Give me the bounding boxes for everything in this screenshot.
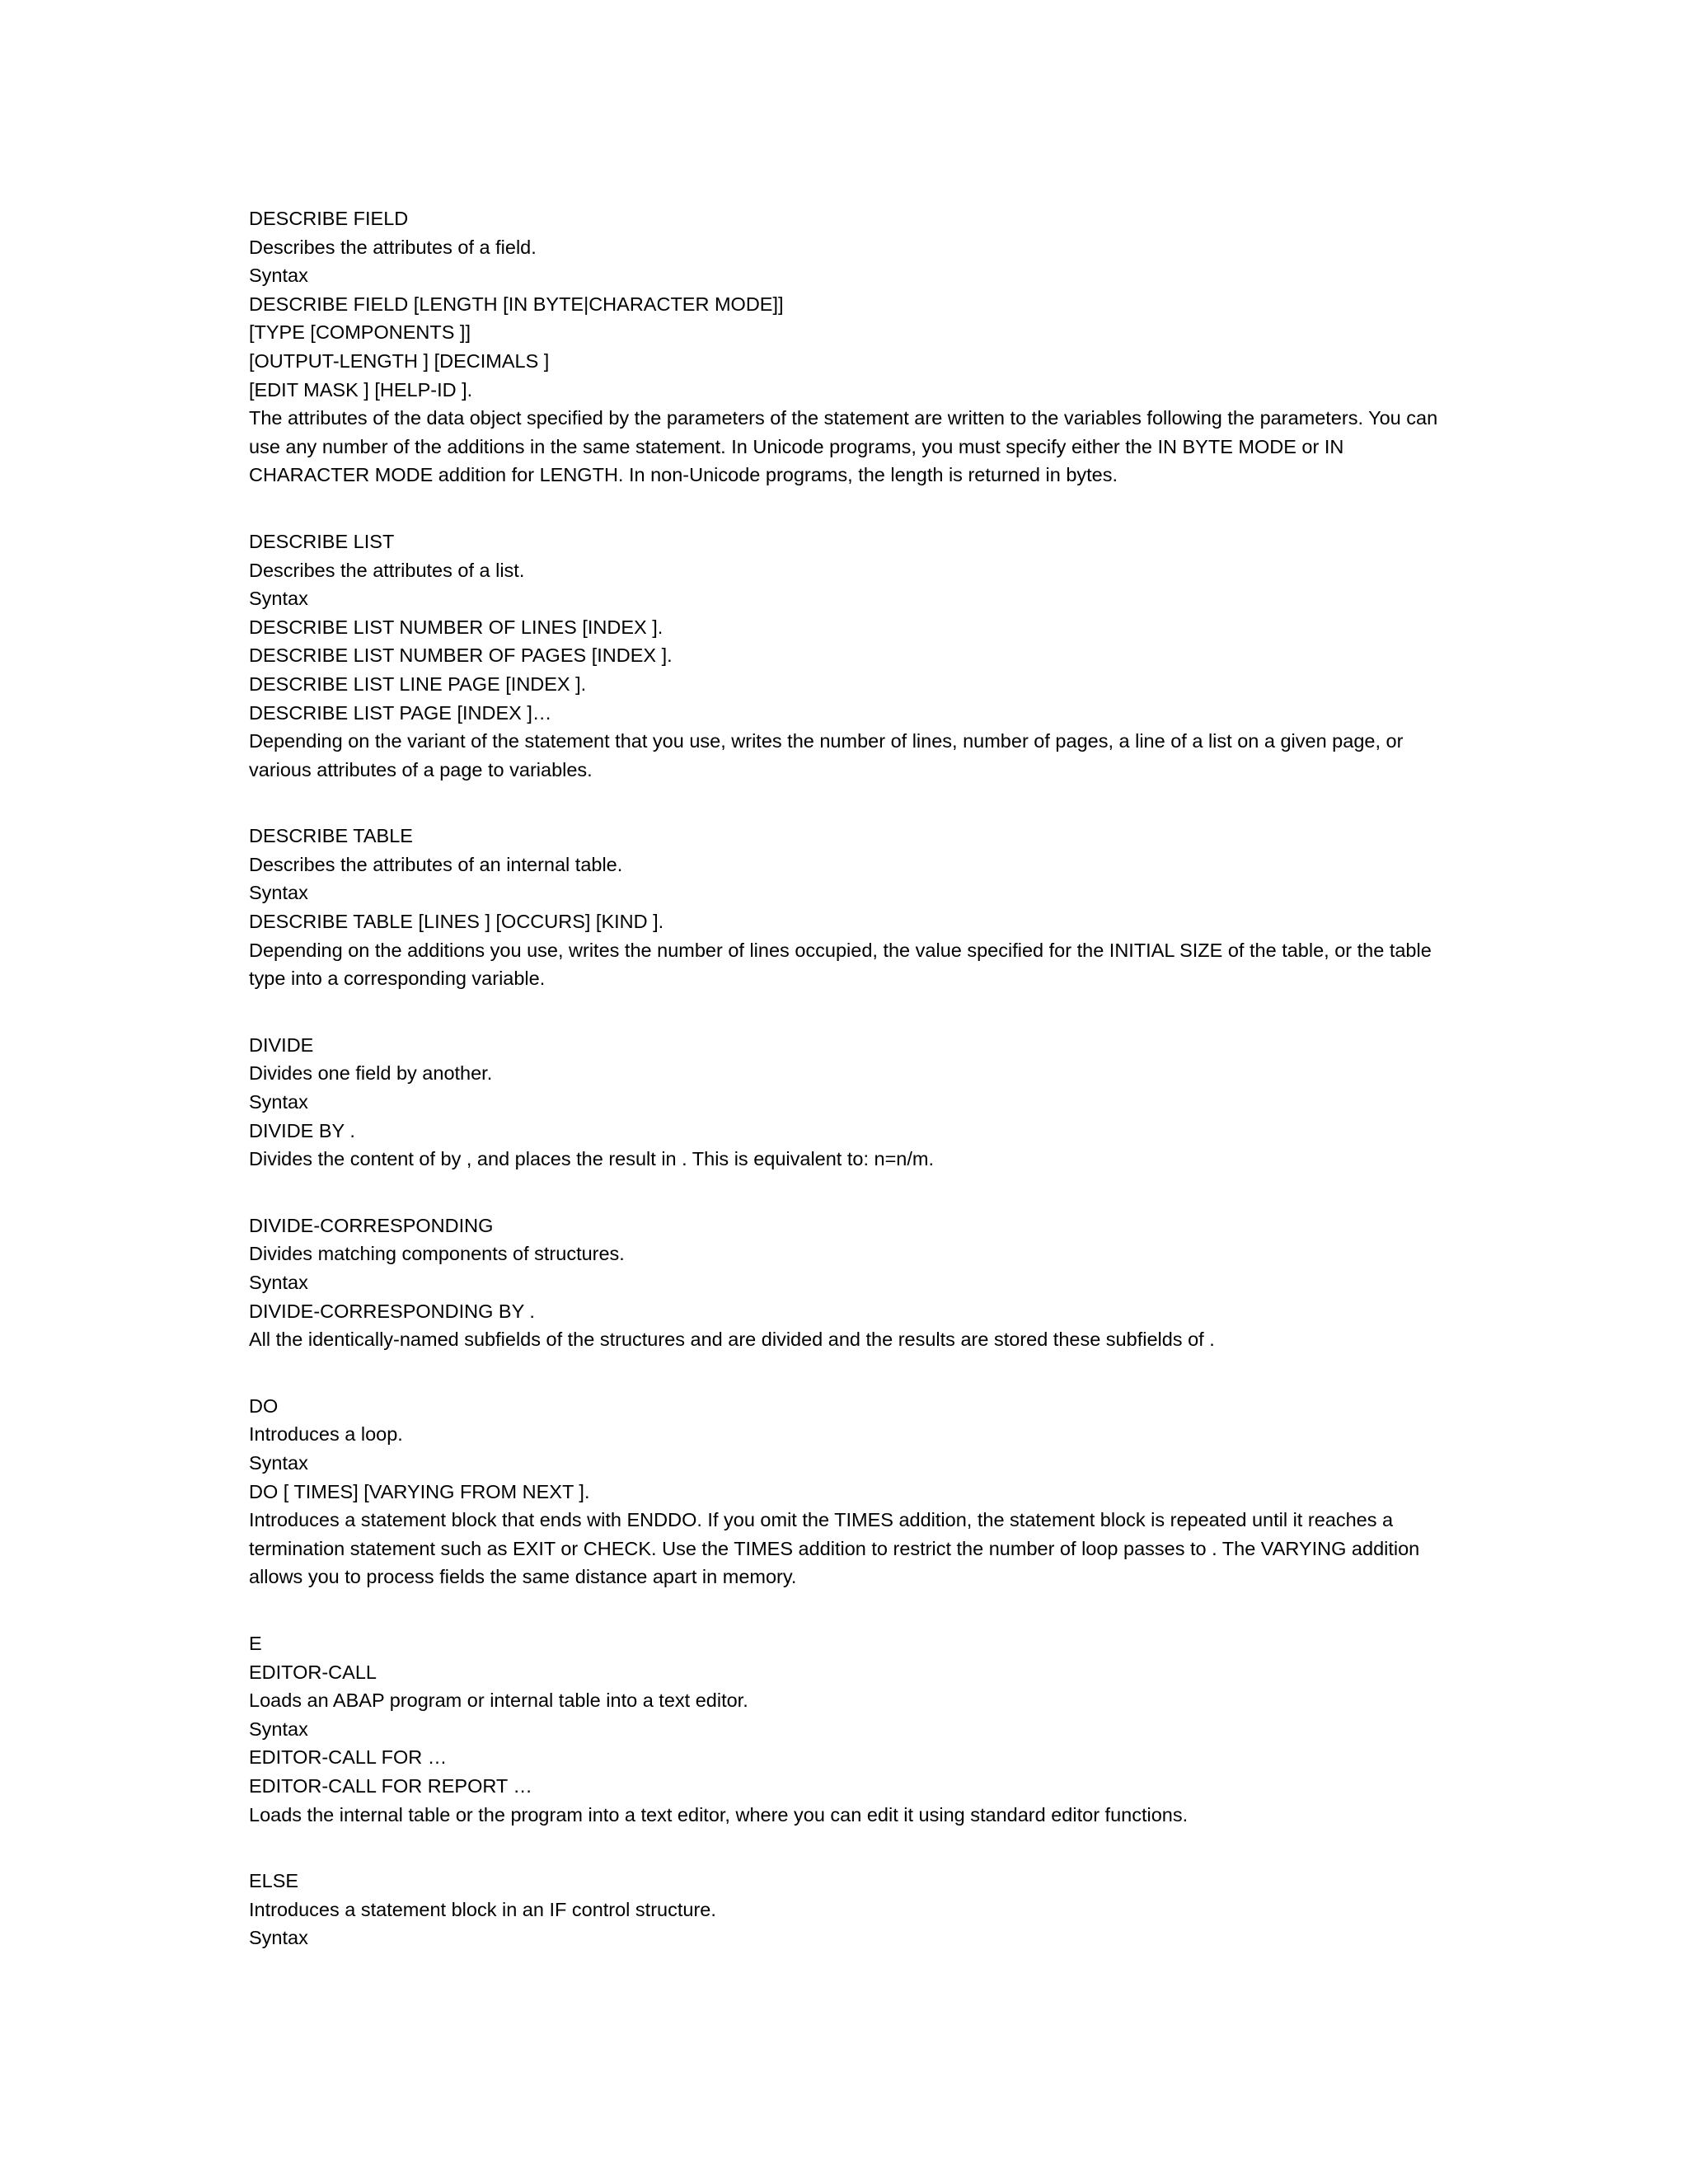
description-line: Loads the internal table or the program into a text editor, where you can edit it using standard editor functions. (249, 1803, 1189, 1825)
syntax-line: EDITOR-CALL FOR … (249, 1746, 448, 1769)
description-line: various attributes of a page to variables. (249, 758, 593, 780)
section-editor-call (249, 1629, 1452, 1829)
syntax-line: DESCRIBE LIST PAGE [INDEX ]… (249, 701, 552, 724)
syntax-line: DESCRIBE LIST LINE PAGE [INDEX ]. (249, 673, 587, 695)
letter-heading: E (249, 1632, 262, 1654)
syntax-label: Syntax (249, 1272, 308, 1293)
description-line: Depending on the additions you use, writes the number of lines occupied, the value specified for the INITIAL SIZE of the table, or the table (249, 939, 1432, 961)
section-divide (249, 1031, 1452, 1174)
syntax-line: DESCRIBE TABLE [LINES ] [OCCURS] [KIND ]. (249, 911, 664, 933)
syntax-line: DIVIDE BY . (249, 1119, 355, 1141)
section-describe-field (249, 204, 1452, 490)
description-line: use any number of the additions in the same statement. In Unicode programs, you must specify either the IN BYTE MODE or IN (249, 435, 1344, 457)
syntax-label: Syntax (249, 588, 308, 610)
section-divide-corresponding (249, 1212, 1452, 1354)
section-title: DO (249, 1394, 279, 1417)
section-title: DIVIDE (249, 1033, 314, 1056)
description-line: All the identically-named subfields of the structures and are divided and the results are stored these subfields of . (249, 1329, 1215, 1351)
syntax-line: DESCRIBE LIST NUMBER OF LINES [INDEX ]. (249, 616, 663, 638)
section-title: DESCRIBE FIELD (249, 208, 409, 229)
document-page (249, 204, 1452, 1990)
section-summary: Describes the attributes of a field. (249, 236, 537, 258)
section-title: EDITOR-CALL (249, 1661, 377, 1683)
description-line: Divides the content of by , and places the result in . This is equivalent to: n=n/m. (249, 1148, 935, 1170)
section-describe-list (249, 527, 1452, 784)
syntax-label: Syntax (249, 1927, 308, 1949)
section-summary: Introduces a loop. (249, 1423, 403, 1446)
syntax-line: DIVIDE-CORRESPONDING BY . (249, 1300, 535, 1322)
syntax-label: Syntax (249, 265, 308, 287)
syntax-line: DESCRIBE LIST NUMBER OF PAGES [INDEX ]. (249, 644, 673, 667)
syntax-line: [TYPE [COMPONENTS ]] (249, 321, 471, 344)
description-line: Introduces a statement block that ends with ENDDO. If you omit the TIMES addition, the statement block is repeated until it reaches a (249, 1509, 1394, 1531)
section-title: DIVIDE-CORRESPONDING (249, 1214, 494, 1236)
syntax-label: Syntax (249, 1091, 308, 1113)
section-title: DESCRIBE LIST (249, 530, 395, 552)
description-line: termination statement such as EXIT or CHECK. Use the TIMES addition to restrict the number of loop passes to . The VARYING addition (249, 1537, 1420, 1559)
section-describe-table (249, 822, 1452, 993)
syntax-line: EDITOR-CALL FOR REPORT … (249, 1774, 532, 1797)
section-summary: Introduces a statement block in an IF control structure. (249, 1898, 716, 1920)
syntax-line: DESCRIBE FIELD [LENGTH [IN BYTE|CHARACTER MODE]] (249, 293, 784, 315)
description-line: The attributes of the data object specified by the parameters of the statement are written to the variables following the parameters. You can (249, 407, 1438, 429)
section-summary: Loads an ABAP program or internal table into a text editor. (249, 1690, 748, 1712)
section-title: DESCRIBE TABLE (249, 825, 413, 847)
syntax-label: Syntax (249, 882, 308, 904)
description-line: type into a corresponding variable. (249, 968, 546, 990)
syntax-line: DO [ TIMES] [VARYING FROM NEXT ]. (249, 1480, 590, 1502)
section-summary: Describes the attributes of a list. (249, 559, 525, 581)
syntax-line: [EDIT MASK ] [HELP-ID ]. (249, 378, 473, 401)
description-line: Depending on the variant of the statement that you use, writes the number of lines, number of pages, a line of a list on a given page, or (249, 730, 1404, 752)
section-title: ELSE (249, 1870, 299, 1892)
description-line: CHARACTER MODE addition for LENGTH. In non-Unicode programs, the length is returned in bytes. (249, 464, 1118, 486)
section-summary: Divides matching components of structures. (249, 1243, 625, 1265)
section-else (249, 1867, 1452, 1952)
description-line: allows you to process fields the same distance apart in memory. (249, 1566, 797, 1588)
syntax-label: Syntax (249, 1451, 308, 1474)
syntax-label: Syntax (249, 1718, 308, 1740)
syntax-line: [OUTPUT-LENGTH ] [DECIMALS ] (249, 349, 550, 372)
section-do (249, 1392, 1452, 1591)
section-summary: Divides one field by another. (249, 1062, 493, 1085)
section-summary: Describes the attributes of an internal table. (249, 853, 623, 875)
